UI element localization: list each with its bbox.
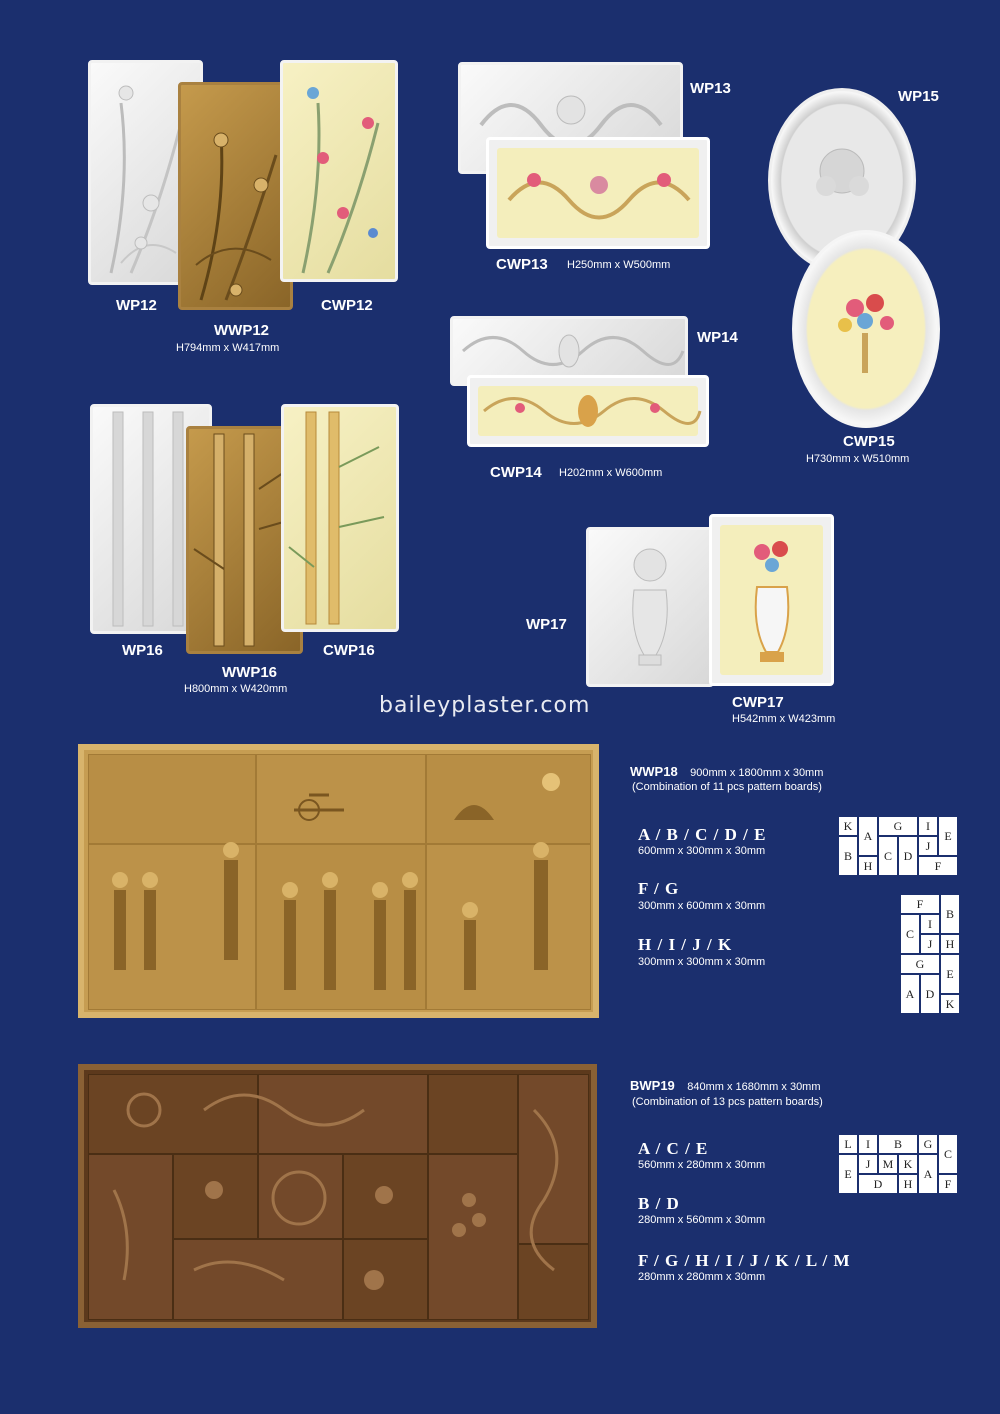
wwp18-heading [630,763,823,781]
grid-cell: H [858,856,878,876]
wwp18-code: WWP18 [630,764,678,779]
cwp14-label: CWP14 [490,464,542,481]
bwp19-group-1-size: 560mm x 280mm x 30mm [638,1159,766,1171]
bamboo-color-relief-icon [284,407,396,629]
wp15-size: H730mm x W510mm [806,453,910,465]
cwp16-label: CWP16 [323,642,375,659]
wp14-size: H202mm x W600mm [559,467,663,479]
bwp19-group-2-label: B / D [638,1194,680,1213]
bwp19-group-3-size: 280mm x 280mm x 30mm [638,1271,766,1283]
grid-cell: M [878,1154,898,1174]
cwp13-panel-image [486,137,710,249]
wp17-panel-image [586,527,714,687]
bouquet-color-relief-icon [795,233,937,425]
wwp18-group-1-label: A / B / C / D / E [638,825,767,844]
grid-cell: B [878,1134,918,1154]
cwp16-panel-image [281,404,399,632]
grid-cell: H [940,934,960,954]
cwp17-panel-image [709,514,834,686]
grid-cell: E [940,954,960,994]
grid-cell: F [900,894,940,914]
wwp18-size: 900mm x 1800mm x 30mm [690,767,824,779]
wwp12-panel-image [178,82,293,310]
grid-cell: K [838,816,858,836]
grid-cell: H [898,1174,918,1194]
grid-cell: C [900,914,920,954]
grid-cell: K [940,994,960,1014]
wp13-size: H250mm x W500mm [567,259,671,271]
grid-cell: K [898,1154,918,1174]
watermark: baileyplaster.com [379,693,591,718]
bwp19-group-3-label: F / G / H / I / J / K / L / M [638,1251,851,1270]
wwp18-group-1-size: 600mm x 300mm x 30mm [638,845,766,857]
wp16-label: WP16 [122,642,163,659]
egyptian-relief-icon [84,750,593,1012]
cwp15-label: CWP15 [843,433,895,450]
cwp13-label: CWP13 [496,256,548,273]
grid-cell: A [858,816,878,856]
grid-cell: L [838,1134,858,1154]
grid-cell: C [878,836,898,876]
vase-relief-icon [589,530,711,684]
grid-cell: D [898,836,918,876]
urn-frieze-color-relief-icon [470,378,706,444]
grid-cell: F [938,1174,958,1194]
bwp19-group-2-size: 280mm x 560mm x 30mm [638,1214,766,1226]
cwp12-label: CWP12 [321,297,373,314]
vase-color-relief-icon [712,517,831,683]
grid-cell: G [878,816,918,836]
wwp18-group-2-size: 300mm x 600mm x 30mm [638,900,766,912]
wwp18-mural-image [78,744,599,1018]
grid-cell: A [900,974,920,1014]
cwp17-label: CWP17 [732,694,784,711]
wwp16-label: WWP16 [222,664,278,681]
grid-cell: B [940,894,960,934]
urn-frieze-relief-icon [453,319,685,383]
grid-cell: D [858,1174,898,1194]
grid-cell: G [918,1134,938,1154]
wp17-label: WP17 [526,616,567,633]
wwp18-group-2-label: F / G [638,879,680,898]
bwp19-combo: (Combination of 13 pcs pattern boards) [632,1096,823,1108]
wwp12-label: WWP12 [214,322,270,339]
orchid-relief-icon [181,85,290,307]
cwp14-panel-image [467,375,709,447]
grid-cell: J [858,1154,878,1174]
wp12-size: H794mm x W417mm [176,342,280,354]
wp13-label: WP13 [690,80,731,97]
scroll-color-relief-icon [489,140,707,246]
wp14-label: WP14 [697,329,738,346]
grid-cell: I [858,1134,878,1154]
orchid-color-relief-icon [283,63,395,279]
wwp18-combo: (Combination of 11 pcs pattern boards) [632,781,822,793]
grid-cell: I [918,816,938,836]
wp15-label: WP15 [898,88,939,105]
wwp18-layout-grid-2 [900,894,960,1014]
grid-cell: F [918,856,958,876]
wwp18-group-3-label: H / I / J / K [638,935,733,954]
bwp19-layout-grid [838,1134,958,1194]
bwp19-mural-image [78,1064,597,1328]
wwp18-layout-grid-1 [838,816,958,876]
grid-cell: B [838,836,858,876]
bwp19-group-1-label: A / C / E [638,1139,709,1158]
wp12-label: WP12 [116,297,157,314]
bwp19-heading [630,1077,821,1095]
cwp15-panel-image [792,230,940,428]
grid-cell: E [938,816,958,856]
floral-relief-icon [84,1070,591,1322]
bwp19-size: 840mm x 1680mm x 30mm [687,1081,821,1093]
grid-cell: I [920,914,940,934]
bwp19-code: BWP19 [630,1078,675,1093]
grid-cell: C [938,1134,958,1174]
cwp12-panel-image [280,60,398,282]
grid-cell: E [838,1154,858,1194]
grid-cell: D [920,974,940,1014]
grid-cell: G [900,954,940,974]
grid-cell: J [918,836,938,856]
grid-cell: J [920,934,940,954]
wp16-size: H800mm x W420mm [184,683,288,695]
wwp18-group-3-size: 300mm x 300mm x 30mm [638,956,766,968]
grid-cell: A [918,1154,938,1194]
wp17-size: H542mm x W423mm [732,713,836,725]
